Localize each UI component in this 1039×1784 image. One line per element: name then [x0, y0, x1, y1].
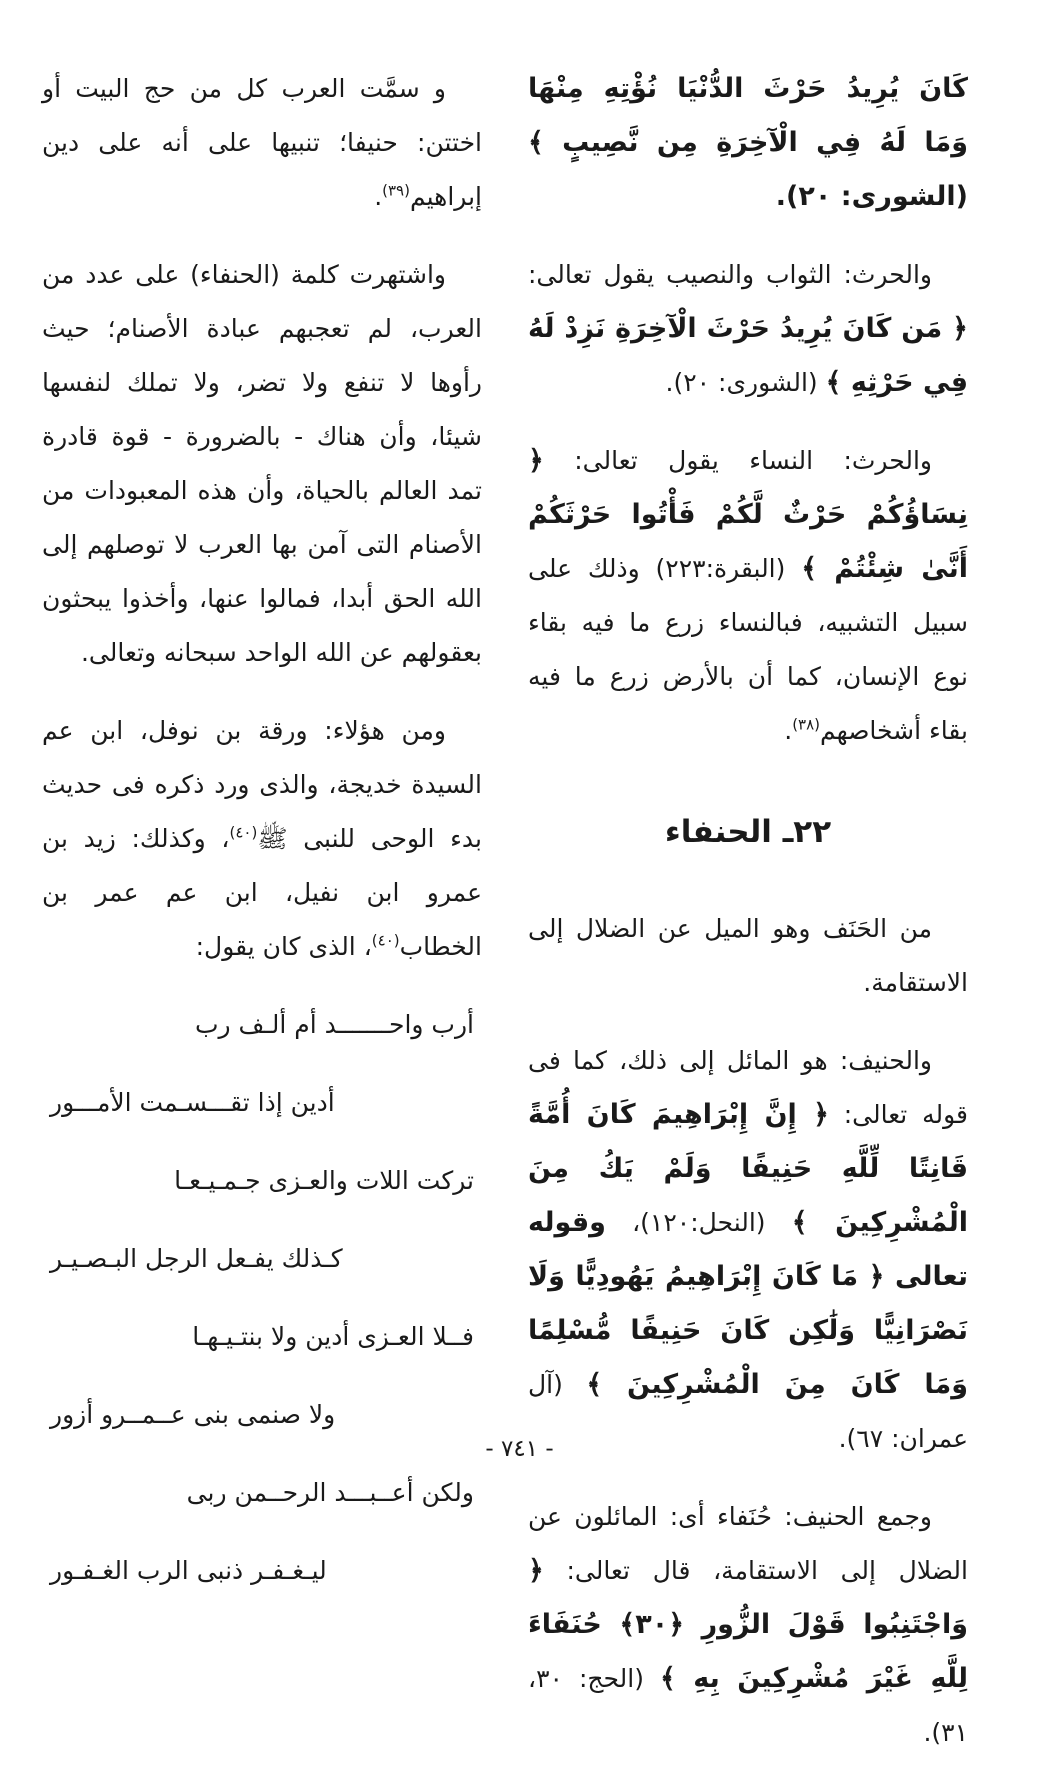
quran-verse: كَانَ يُرِيدُ حَرْثَ الدُّنْيَا نُؤْتِهِ مِنْهَا وَمَا لَهُ فِي الْآخِرَةِ مِن نَّصِيبٍ ﴾ (الشورى: ٢٠).: [528, 73, 968, 212]
poem-verse: ولكن أعــبـــد الرحــمن ربى: [186, 1478, 474, 1507]
quran-verse: ﴿ وَاجْتَنِبُوا قَوْلَ الزُّورِ ﴿٣٠﴾ حُنَفَاءَ لِلَّهِ غَيْرَ مُشْرِكِينَ بِهِ ﴾: [528, 1555, 968, 1694]
paragraph: [528, 62, 968, 224]
footnote-ref: (٣٨): [792, 715, 821, 734]
poem-verse: أرب واحـــــــد أم ألـف رب: [194, 1010, 474, 1039]
paragraph: والحرث: الثواب والنصيب يقول تعالى: ﴿ مَن كَانَ يُرِيدُ حَرْثَ الْآخِرَةِ نَزِدْ لَهُ فِي حَرْثِهِ ﴾ (الشورى: ٢٠).: [528, 260, 968, 398]
quran-verse: ﴿ إِنَّ إِبْرَاهِيمَ كَانَ أُمَّةً قَانِتًا لِّلَّهِ حَنِيفًا وَلَمْ يَكُ مِنَ الْمُشْرِكِينَ ﴾: [528, 1099, 968, 1238]
paragraph: من الحَنَف وهو الميل عن الضلال إلى الاستقامة.: [528, 914, 968, 997]
footnote-ref: (٤٠): [229, 823, 258, 842]
footnote-ref: (٤٠): [371, 931, 400, 950]
section-heading: ٢٢ـ الحنفاء: [664, 814, 832, 850]
page-number: - ٧٤١ -: [485, 1436, 554, 1462]
poem-verse: ليـغـفـر ذنبى الرب الغـفـور: [50, 1556, 327, 1585]
paragraph: والحنيف: هو المائل إلى ذلك، كما فى قوله تعالى: ﴿ إِنَّ إِبْرَاهِيمَ كَانَ أُمَّةً قَانِتًا لِّلَّهِ حَنِيفًا وَلَمْ يَكُ مِنَ الْمُشْرِكِينَ ﴾ (النحل:١٢٠)، وقوله تعالى ﴿ مَا كَانَ إِبْرَاهِيمُ يَهُودِيًّا وَلَا نَصْرَانِيًّا وَلَٰكِن كَانَ حَنِيفًا مُّسْلِمًا وَمَا كَانَ مِنَ الْمُشْرِكِينَ ﴾ (آل عمران: ٦٧).: [528, 1046, 969, 1453]
quran-verse: ﴿ نِسَاؤُكُمْ حَرْثٌ لَّكُمْ فَأْتُوا حَرْثَكُمْ أَنَّىٰ شِئْتُمْ ﴾: [528, 445, 968, 584]
paragraph: والحرث: النساء يقول تعالى: ﴿ نِسَاؤُكُمْ حَرْثٌ لَّكُمْ فَأْتُوا حَرْثَكُمْ أَنَّىٰ شِئْتُمْ ﴾ (البقرة:٢٢٣) وذلك على سبيل التشبيه، فبالنساء زرع ما فيه بقاء نوع الإنسان، كما أن بالأرض زرع ما فيه بقاء أشخاصهم$^{(٣٨)}$.: [528, 445, 968, 745]
paragraph: واشتهرت كلمة (الحنفاء) على عدد من العرب، لم تعجبهم عبادة الأصنام؛ حيث رأوها لا تنفع ولا تضر، ولا تملك لنفسها شيئا، وأن هناك - بالضرورة - قوة قادرة تمد العالم بالحياة، وأن هذه المعبودات من الأصنام التى آمن بها العرب لا توصلهم إلى الله الحق أبدا، فمالوا عنها، وأخذوا يبحثون بعقولهم عن الله الواحد سبحانه وتعالى.: [42, 260, 482, 667]
poem-verse: فــلا العـزى أدين ولا بنتـيـهـا: [192, 1322, 474, 1351]
poem-verse: أدين إذا تقـــسـمت الأمـــور: [50, 1088, 335, 1117]
quran-verse: ﴿ مَا كَانَ إِبْرَاهِيمُ يَهُودِيًّا وَلَا نَصْرَانِيًّا وَلَٰكِن كَانَ حَنِيفًا مُّسْلِمًا وَمَا كَانَ مِنَ الْمُشْرِكِينَ ﴾: [528, 1261, 969, 1400]
poem-verse: ولا صنمى بنى عــمــرو أزور: [50, 1400, 336, 1429]
paragraph: و سمَّت العرب كل من حج البيت أو اختتن: حنيفا؛ تنبيها على أنه على دين إبراهيم$^{(٣٩)}$.: [42, 74, 482, 211]
poem-verse: تركت اللات والعـزى جـمـيـعـا: [174, 1166, 474, 1195]
left-column: [42, 62, 482, 1622]
paragraph: ومن هؤلاء: ورقة بن نوفل، ابن عم السيدة خديجة، والذى ورد ذكره فى حديث بدء الوحى للنبى ﷺ$^{(٤٠)}$، وكذلك: زيد بن عمرو ابن نفيل، ابن عم عمر بن الخطاب$^{(٤٠)}$، الذى كان يقول:: [42, 716, 483, 961]
right-column: [528, 62, 968, 1784]
paragraph: وجمع الحنيف: حُنَفاء أى: المائلون عن الضلال إلى الاستقامة، قال تعالى: ﴿ وَاجْتَنِبُوا قَوْلَ الزُّورِ ﴿٣٠﴾ حُنَفَاءَ لِلَّهِ غَيْرَ مُشْرِكِينَ بِهِ ﴾ (الحج: ٣٠، ٣١).: [528, 1502, 968, 1747]
poem-verse: كـذلك يفـعل الرجل البـصـيـر: [50, 1244, 343, 1273]
quran-verse: ﴿ مَن كَانَ يُرِيدُ حَرْثَ الْآخِرَةِ نَزِدْ لَهُ فِي حَرْثِهِ ﴾: [528, 313, 968, 398]
footnote-ref: (٣٩): [382, 181, 410, 200]
